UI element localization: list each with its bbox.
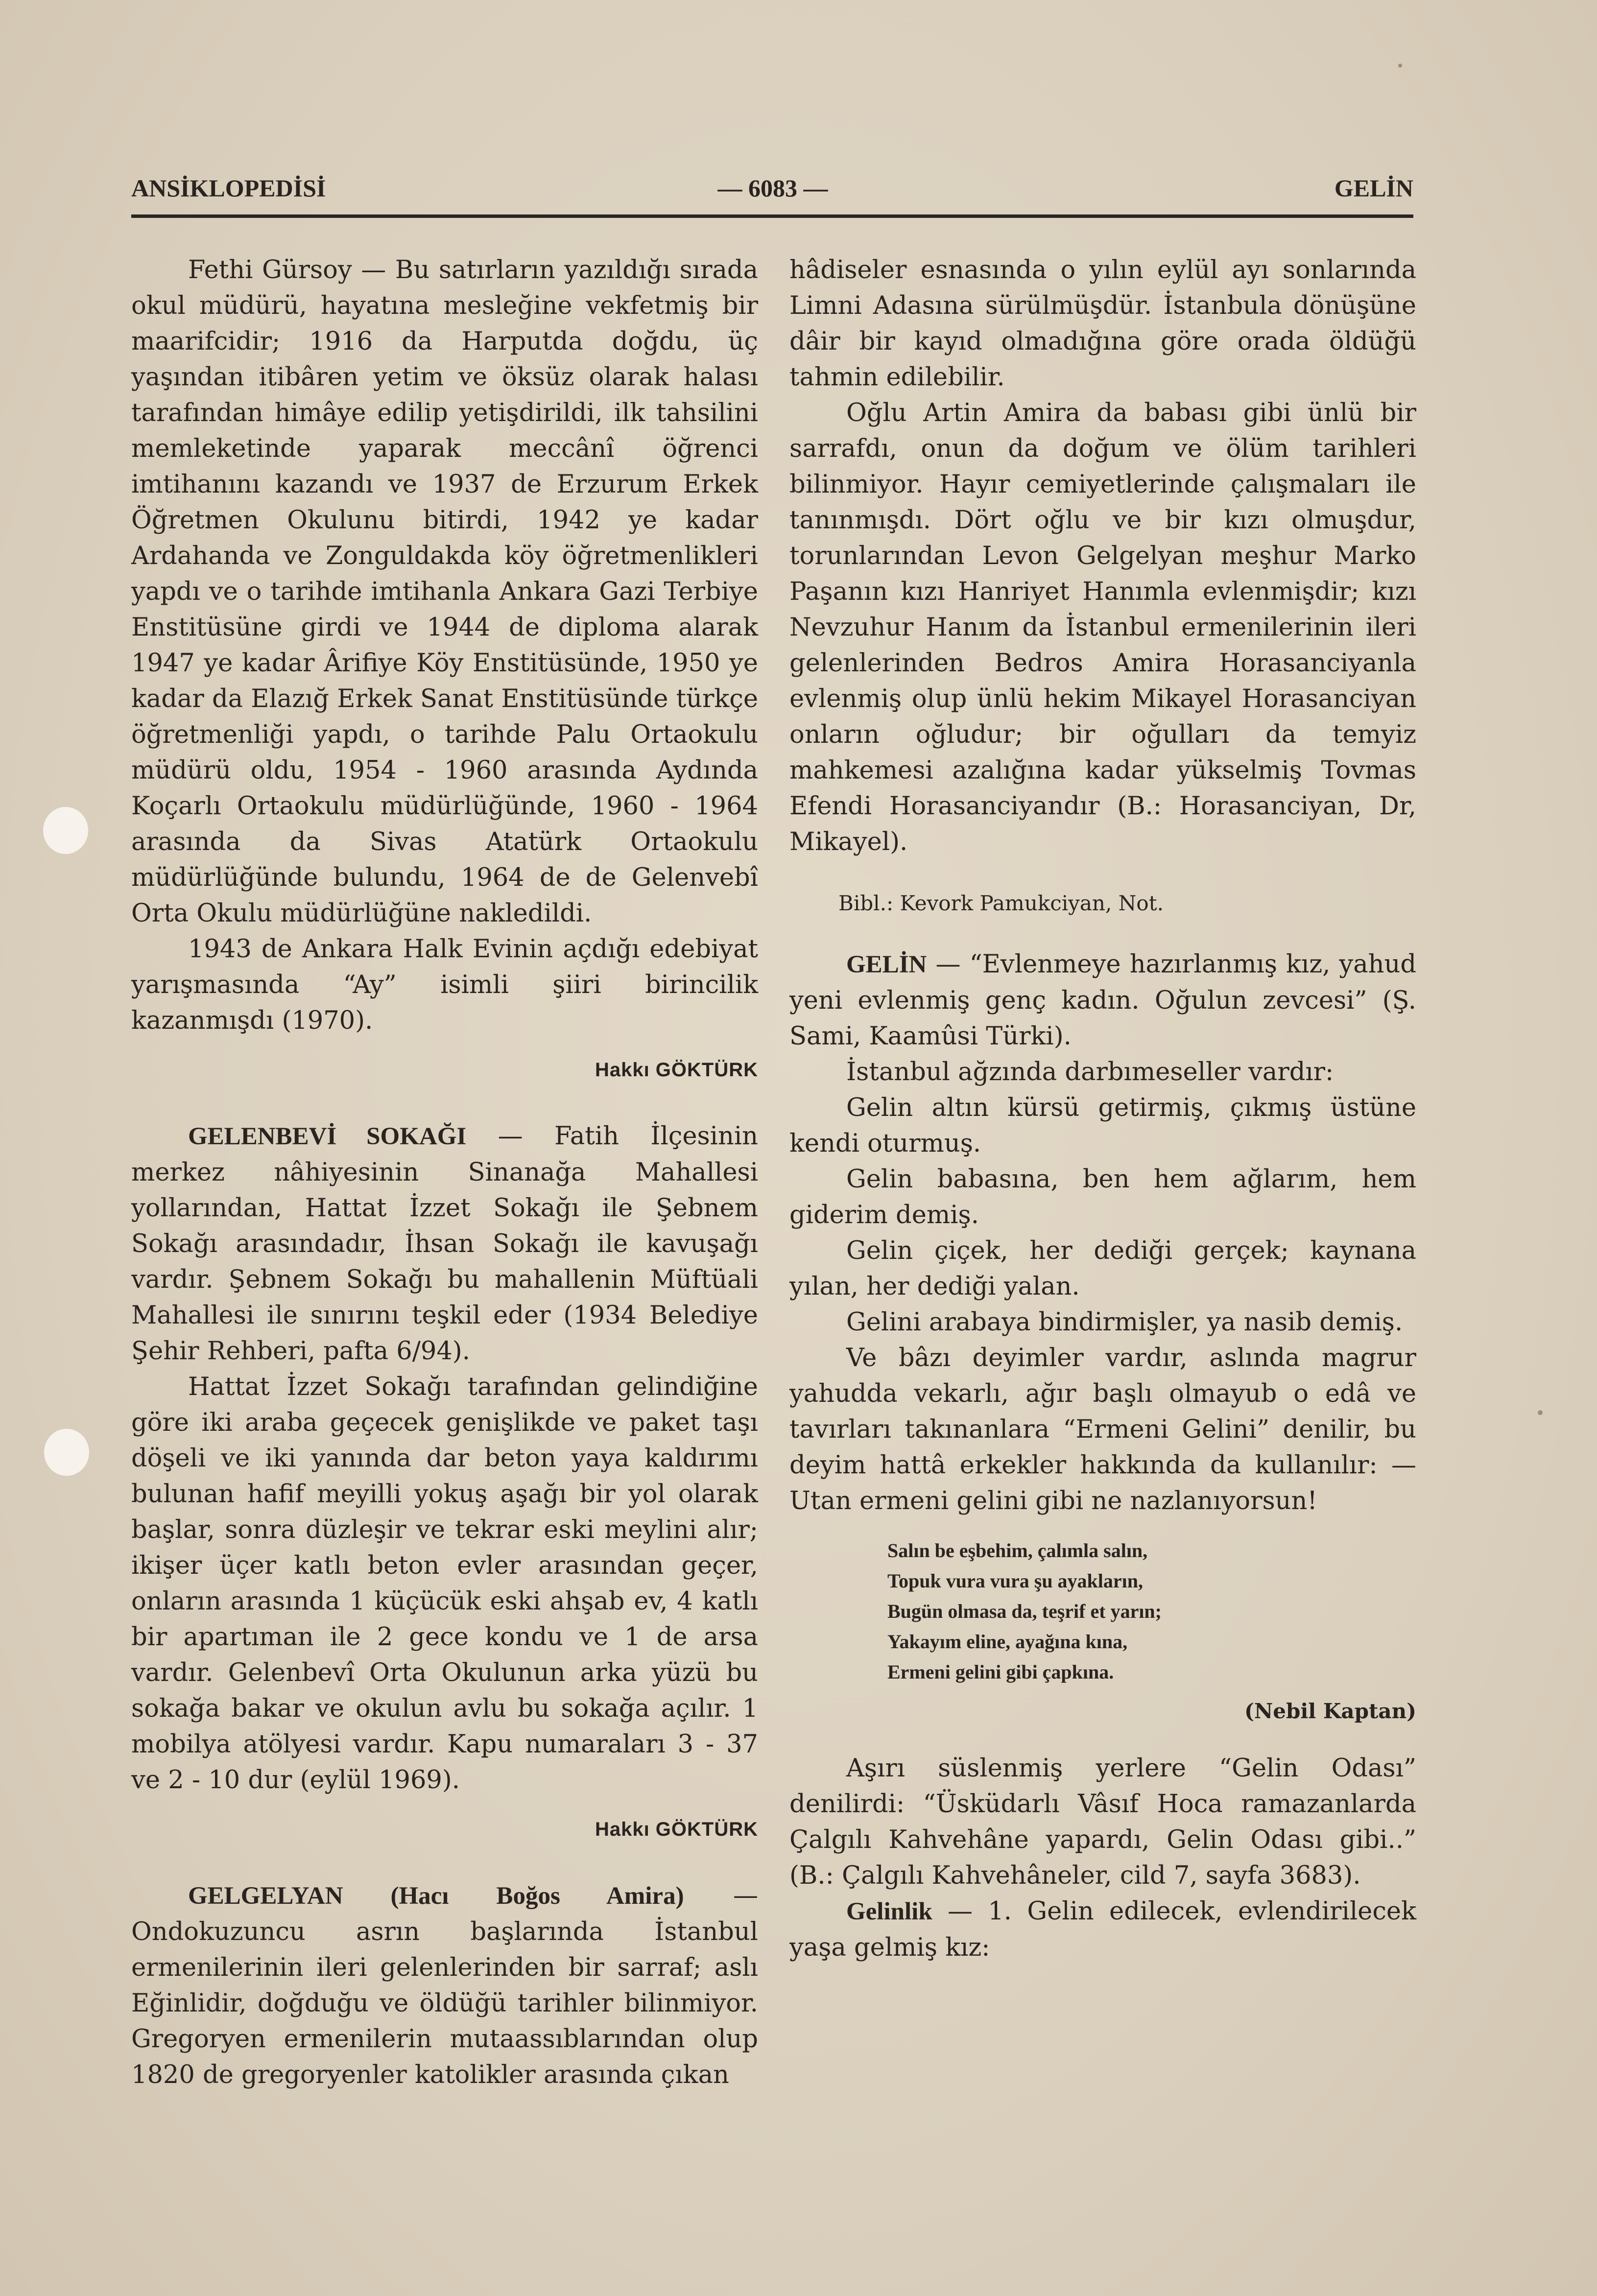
header-rule — [131, 214, 1413, 218]
entry-text: — “Evlenmeye hazırlanmış kız, yahud yeni evlenmiş genç kadın. Oğulun zevcesi” (Ş. Sami, Kaamûsi Türki). — [789, 950, 1416, 1051]
entry-text: — Ondokuzuncu asrın başlarında İstanbul ermenilerinin ileri gelenlerinden bir sarraf; aslı Eğinlidir, doğduğu ve öldüğü tarihler bilinmiyor. Gregoryen ermenilerin mutaassıblarından olup 1820 de gregoryenler katolikler arasında çıkan — [131, 1881, 758, 2089]
author-signature: Hakkı GÖKTÜRK — [595, 1059, 758, 1081]
poem-author: (Nebil Kaptan) — [1244, 1699, 1416, 1723]
entry-gelgelyan — [131, 1878, 758, 2093]
entry-gelenbevi-sokagi — [131, 1118, 758, 1369]
paper-speck — [1538, 1410, 1543, 1415]
header-left: ANSİKLOPEDİSİ — [131, 174, 326, 202]
entry-headword: GELGELYAN (Hacı Boğos Amira) — [188, 1882, 684, 1910]
poem — [887, 1536, 1416, 1687]
entry-headword: Gelinlik — [846, 1898, 932, 1925]
entry-gelin — [789, 947, 1416, 1054]
bibliography: Bibl.: Kevork Pamukciyan, Not. — [838, 891, 1164, 915]
page-number: — 6083 — — [717, 174, 828, 202]
paragraph: hâdiseler esnasında o yılın eylül ayı sonlarında Limni Adasına sürülmüşdür. İstanbula dönüşüne dâir bir kayıd olmadığına göre orada öldüğü tahmin edilebilir. — [789, 256, 1416, 392]
entry-gelinlik — [789, 1894, 1416, 1965]
proverb: Gelin altın kürsü getirmiş, çıkmış üstüne kendi oturmuş. — [789, 1093, 1416, 1158]
entry-text: — 1. Gelin edilecek, evlendirilecek yaşa gelmiş kız: — [789, 1897, 1416, 1962]
punch-hole — [44, 1429, 89, 1476]
running-header — [131, 174, 1413, 203]
header-right: GELİN — [1334, 174, 1413, 202]
poem-line: Ermeni gelini gibi çapkına. — [887, 1661, 1114, 1683]
right-column — [789, 252, 1416, 1965]
poem-line: Topuk vura vura şu ayakların, — [887, 1570, 1144, 1592]
paragraph: Hattat İzzet Sokağı tarafından gelindiğine göre iki araba geçecek genişlikde ve paket taşı döşeli ve iki yanında dar beton yaya kaldırımı bulunan hafif meyilli yokuş aşağı bir yol olarak başlar, sonra düzleşir ve tekrar eski meylini alır; ikişer üçer katlı beton evler arasından geçer, onların arasında 1 küçücük eski ahşab ev, 4 katlı bir apartıman ile 2 gece kondu ve 1 de arsa vardır. Gelenbevî Orta Okulunun arka yüzü bu sokağa bakar ve okulun avlu bu sokağa açılır. 1 mobilya atölyesi vardır. Kapu numaraları 3 - 37 ve 2 - 10 dur (eylül 1969). — [131, 1373, 758, 1795]
poem-line: Salın be eşbehim, çalımla salın, — [887, 1539, 1148, 1562]
proverb: Gelin babasına, ben hem ağlarım, hem giderim demiş. — [789, 1165, 1416, 1230]
proverb: Gelin çiçek, her dediği gerçek; kaynana yılan, her dediği yalan. — [789, 1236, 1416, 1301]
poem-line: Yakayım eline, ayağına kına, — [887, 1631, 1128, 1653]
entry-headword: GELİN — [846, 951, 927, 978]
paragraph: Ve bâzı deyimler vardır, aslında magrur yahudda vekarlı, ağır başlı olmayub o edâ ve tavırları takınanlara “Ermeni Gelini” denilir, bu deyim hattâ erkekler hakkında da kullanılır: — Utan ermeni gelini gibi ne nazlanıyorsun! — [789, 1344, 1416, 1515]
paragraph: Fethi Gürsoy — Bu satırların yazıldığı sırada okul müdürü, hayatına mesleğine vekfetmiş bir maarifcidir; 1916 da Harputda doğdu, üç yaşından itibâren yetim ve öksüz olarak halası tarafından himâye edilip yetişdirildi, ilk tahsilini memleketinde yaparak meccânî öğrenci imtihanını kazandı ve 1937 de Erzurum Erkek Öğretmen Okulunu bitirdi, 1942 ye kadar Ardahanda ve Zonguldakda köy öğretmenlikleri yapdı ve o tarihde imtihanla Ankara Gazi Terbiye Enstitüsüne girdi ve 1944 de diploma alarak 1947 ye kadar Ârifiye Köy Enstitüsünde, 1950 ye kadar da Elazığ Erkek Sanat Enstitüsünde türkçe öğretmenliği yapdı, o tarihde Palu Ortaokulu müdürü oldu, 1954 - 1960 arasında Aydında Koçarlı Ortaokulu müdürlüğünde, 1960 - 1964 arasında da Sivas Atatürk Ortaokulu müdürlüğünde bulundu, 1964 de de Gelenvebî Orta Okulu müdürlüğüne nakledildi. — [131, 256, 758, 928]
paragraph: İstanbul ağzında darbımeseller vardır: — [846, 1058, 1334, 1087]
author-signature: Hakkı GÖKTÜRK — [595, 1819, 758, 1840]
entry-headword: GELENBEVİ SOKAĞI — [188, 1123, 467, 1150]
poem-line: Bugün olmasa da, teşrif et yarın; — [887, 1600, 1162, 1622]
left-column — [131, 252, 758, 2093]
paragraph: 1943 de Ankara Halk Evinin açdığı edebiyat yarışmasında “Ay” isimli şiiri birincilik kazanmışdı (1970). — [131, 935, 758, 1035]
paragraph: Oğlu Artin Amira da babası gibi ünlü bir sarrafdı, onun da doğum ve ölüm tarihleri bilinmiyor. Hayır cemiyetlerinde çalışmaları ile tanınmışdı. Dört oğlu ve bir kızı olmuşdur, torunlarından Levon Gelgelyan meşhur Marko Paşanın kızı Hanriyet Hanımla evlenmişdir; kızı Nevzuhur Hanım da İstanbul ermenilerinin ileri gelenlerinden Bedros Amira Horasanciyanla evlenmiş olup ünlü hekim Mikayel Horasanciyan onların oğludur; bir oğulları da temyiz mahkemesi azalığına kadar yükselmiş Tovmas Efendi Horasanciyandır (B.: Horasanciyan, Dr, Mikayel). — [789, 399, 1416, 856]
punch-hole — [43, 807, 88, 854]
paragraph: Aşırı süslenmiş yerlere “Gelin Odası” denilirdi: “Üsküdarlı Vâsıf Hoca ramazanlarda Çalgılı Kahvehâne yapardı, Gelin Odası gibi..” (B.: Çalgılı Kahvehâneler, cild 7, sayfa 3683). — [789, 1754, 1416, 1890]
entry-text: — Fatih İlçesinin merkez nâhiyesinin Sinanağa Mahallesi yollarından, Hattat İzzet Sokağı ile Şebnem Sokağı arasındadır, İhsan Sokağı ile kavuşağı vardır. Şebnem Sokağı bu mahallenin Müftüali Mahallesi ile sınırını teşkil eder (1934 Belediye Şehir Rehberi, pafta 6/94). — [131, 1122, 758, 1366]
paper-speck — [1398, 64, 1402, 68]
proverb: Gelini arabaya bindirmişler, ya nasib demiş. — [846, 1308, 1403, 1337]
